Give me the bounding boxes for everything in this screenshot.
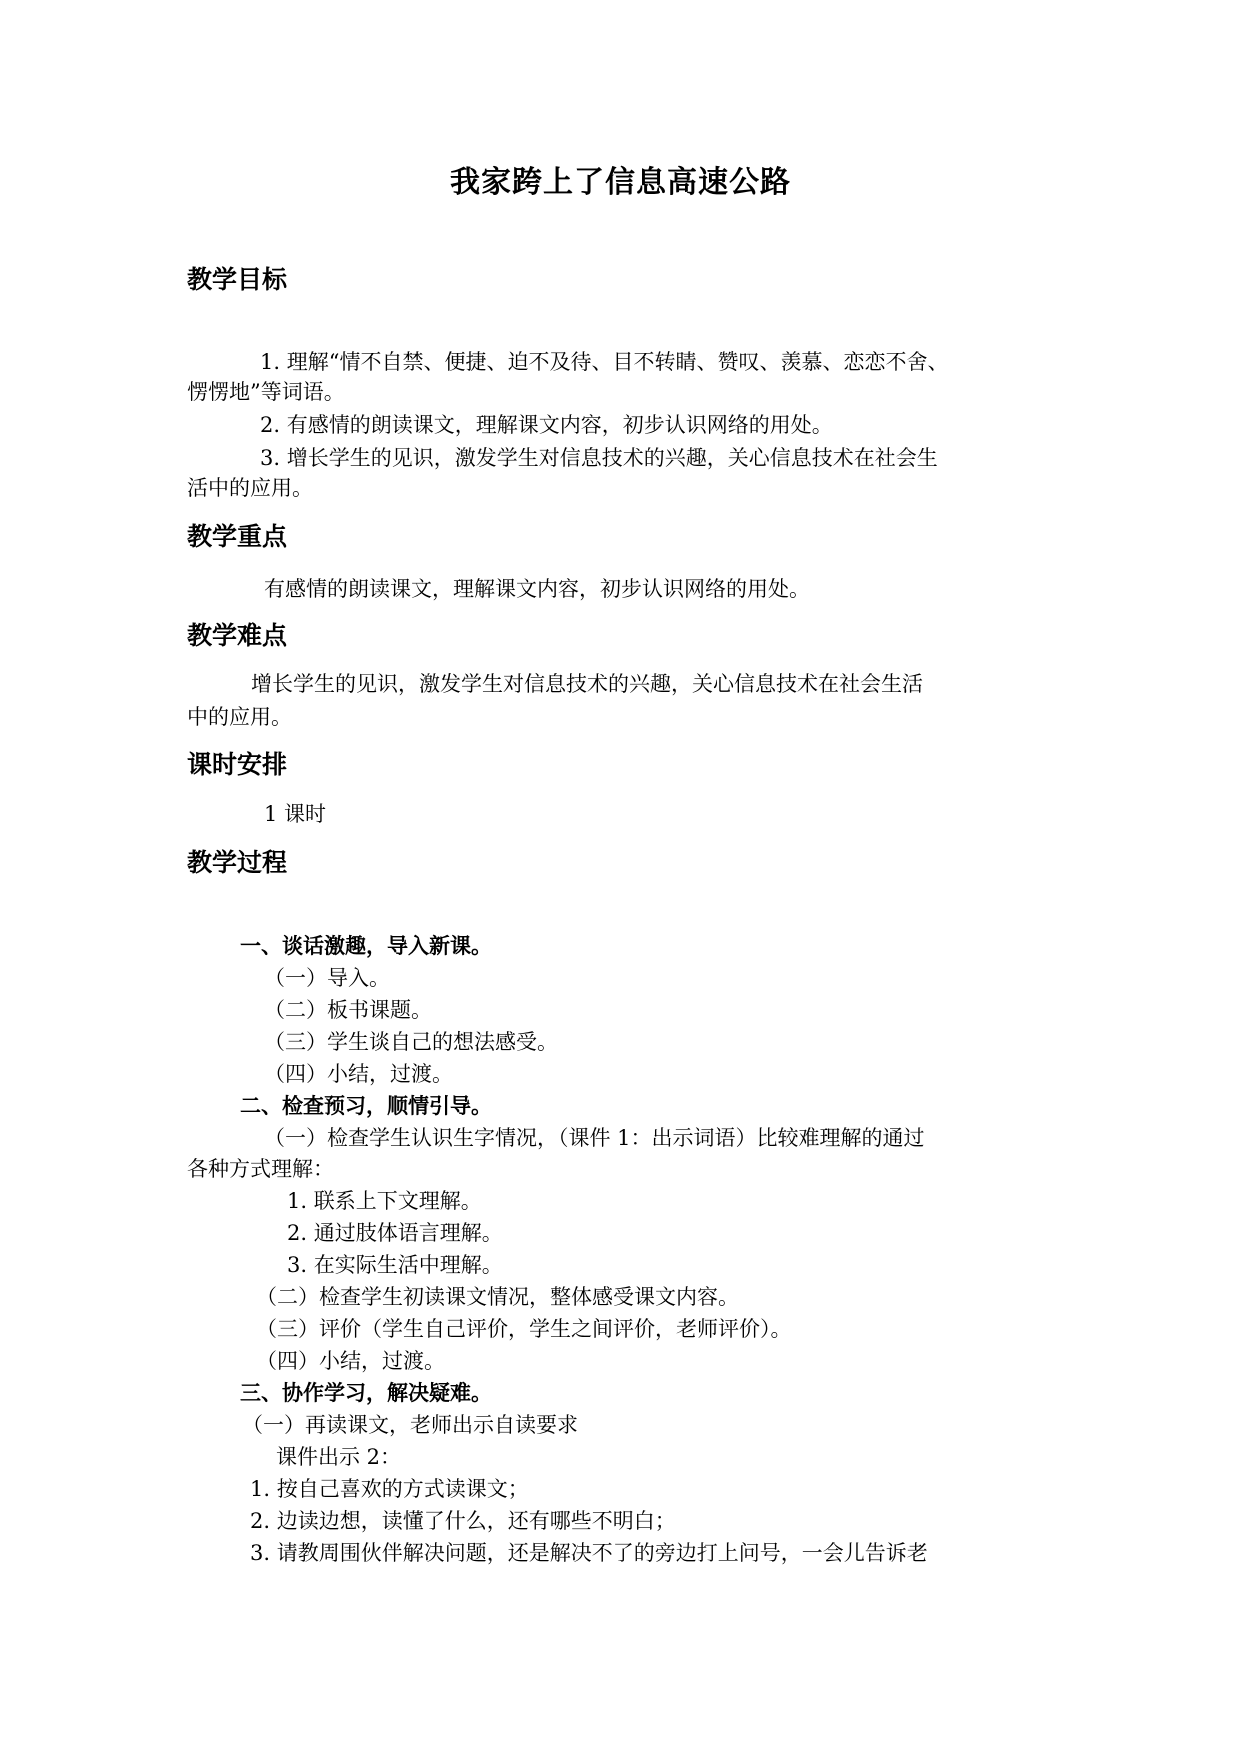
process-line: （四）小结，过渡。	[256, 1349, 445, 1373]
goal-line-2: 2. 有感情的朗读课文，理解课文内容，初步认识网络的用处。	[260, 413, 833, 437]
difficulties-line-2: 中的应用。	[187, 705, 292, 729]
section-heading-key-points: 教学重点	[187, 522, 288, 551]
process-line: 3. 请教周围伙伴解决问题，还是解决不了的旁边打上问号，一会儿告诉老	[250, 1541, 928, 1565]
process-line: 课件出示 2：	[276, 1445, 402, 1469]
goal-line-3-cont: 活中的应用。	[187, 476, 313, 500]
process-line: （二）检查学生初读课文情况，整体感受课文内容。	[256, 1285, 739, 1309]
document-title: 我家跨上了信息高速公路	[450, 165, 791, 200]
process-line: （三）学生谈自己的想法感受。	[264, 1030, 558, 1054]
process-line: 各种方式理解：	[187, 1157, 334, 1181]
process-line: 3. 在实际生活中理解。	[287, 1253, 503, 1277]
process-line: 2. 边读边想，读懂了什么，还有哪些不明白；	[250, 1509, 676, 1533]
process-line: （三）评价（学生自己评价，学生之间评价，老师评价）。	[256, 1317, 792, 1341]
goal-line-1-cont: 愣愣地”等词语。	[187, 380, 345, 404]
schedule-text: 1 课时	[264, 802, 327, 826]
process-line: （二）板书课题。	[264, 998, 432, 1022]
process-line: （一）再读课文，老师出示自读要求	[242, 1413, 578, 1437]
section-heading-difficulties: 教学难点	[187, 621, 288, 650]
process-line: （一）检查学生认识生字情况，（课件 1：出示词语）比较难理解的通过	[264, 1126, 925, 1150]
process-line: 1. 按自己喜欢的方式读课文；	[250, 1477, 529, 1501]
process-step-2-heading: 二、检查预习，顺情引导。	[240, 1094, 492, 1118]
goal-line-3: 3. 增长学生的见识，激发学生对信息技术的兴趣，关心信息技术在社会生	[260, 446, 938, 470]
key-points-text: 有感情的朗读课文，理解课文内容，初步认识网络的用处。	[264, 577, 810, 601]
section-heading-schedule: 课时安排	[187, 750, 288, 779]
process-step-1-heading: 一、谈话激趣，导入新课。	[240, 934, 492, 958]
process-line: （一）导入。	[264, 966, 390, 990]
section-heading-process: 教学过程	[187, 848, 288, 877]
goal-line-1: 1. 理解“情不自禁、便捷、迫不及待、目不转睛、赞叹、羡慕、恋恋不舍、	[260, 350, 949, 374]
difficulties-line-1: 增长学生的见识，激发学生对信息技术的兴趣，关心信息技术在社会生活	[251, 672, 923, 696]
section-heading-goals: 教学目标	[187, 265, 288, 294]
process-line: 1. 联系上下文理解。	[287, 1189, 482, 1213]
process-line: 2. 通过肢体语言理解。	[287, 1221, 503, 1245]
process-step-3-heading: 三、协作学习，解决疑难。	[240, 1381, 492, 1405]
process-line: （四）小结，过渡。	[264, 1062, 453, 1086]
